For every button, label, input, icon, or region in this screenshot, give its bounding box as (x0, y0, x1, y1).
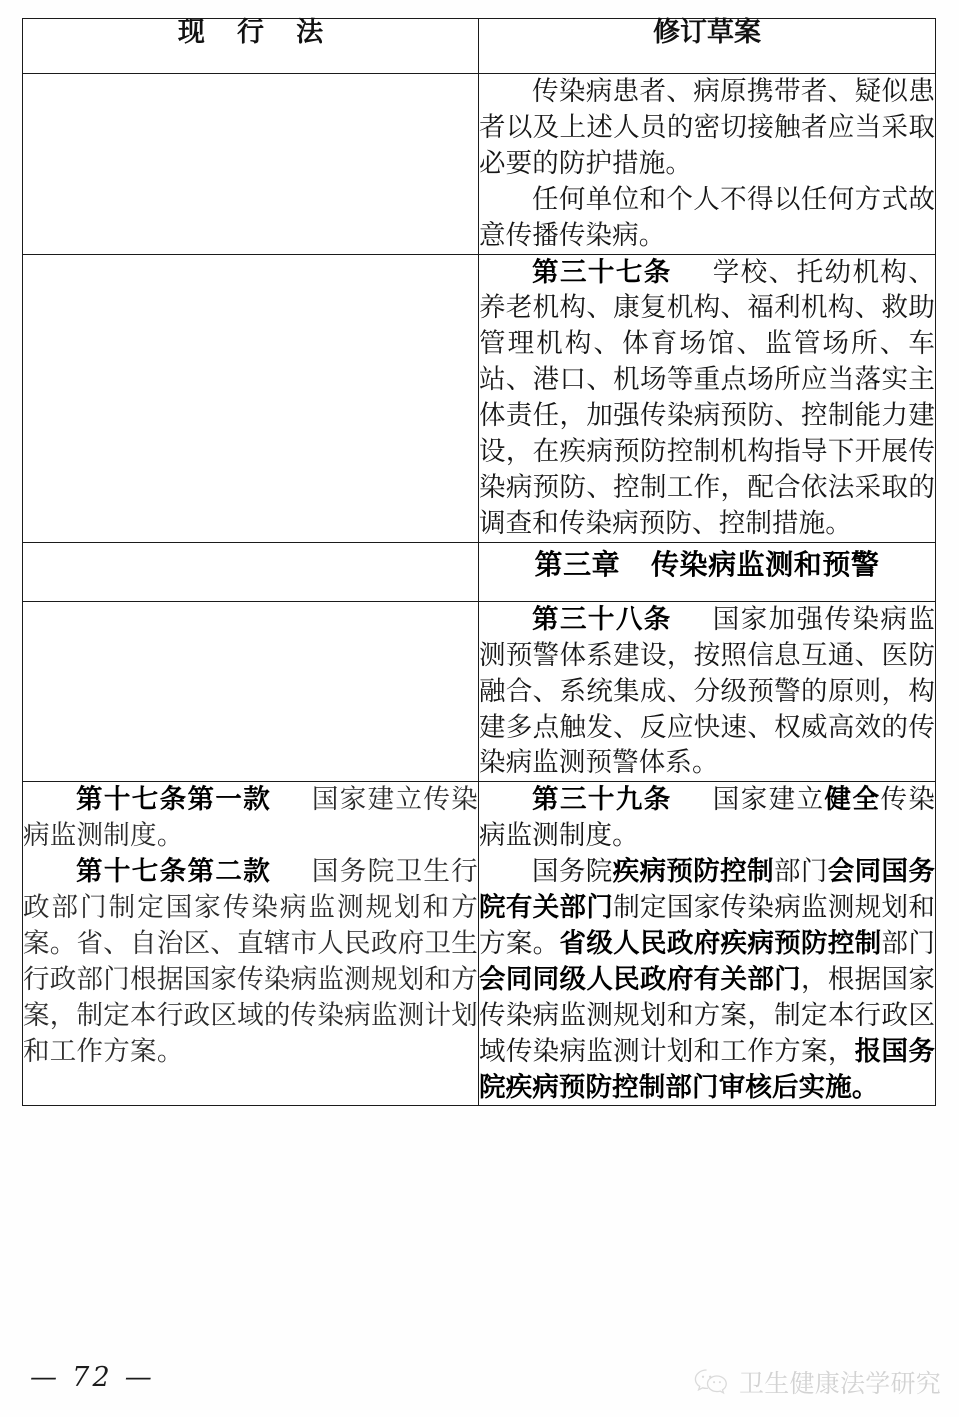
draft-paragraph: 任何单位和个人不得以任何方式故意传播传染病。 (479, 183, 935, 251)
article-label: 第三十七条 (532, 256, 672, 288)
cell-current-law-row2 (23, 254, 479, 542)
table-row (23, 782, 936, 1106)
wechat-watermark (693, 1364, 941, 1400)
cell-current-law-row4 (23, 601, 479, 782)
plain-text: 传染病监测制度。 (479, 784, 936, 852)
cell-current-law-row5 (23, 782, 479, 1106)
current-law-paragraph (23, 782, 478, 854)
draft-paragraph: 传染病患者、病原携带者、疑似患者以及上述人员的密切接触者应当采取必要的防护措施。 (479, 76, 935, 179)
emphasized-text: 会同国务院有关部门 (479, 856, 935, 924)
cell-draft-row1 (479, 74, 936, 255)
law-comparison-table (22, 18, 936, 1106)
cell-draft-row5 (479, 782, 936, 1106)
draft-article-paragraph (479, 782, 935, 854)
emphasized-text: 疾病预防控制 (720, 927, 882, 959)
chapter-title-text: 传染病监测和预警 (651, 547, 880, 581)
plain-text: 部门 (773, 856, 828, 888)
cell-draft-row2 (479, 254, 936, 542)
article-body: 国务院卫生行政部门制定国家传染病监测规划和方案。省、自治区、直辖市人民政府卫生行政部门根据国家传染病监测规划和方案，制定本行政区域的传染病监测计划和工作方案。 (23, 856, 479, 1067)
chapter-heading (535, 548, 880, 581)
table-row (23, 601, 936, 782)
draft-article-paragraph (479, 854, 935, 1105)
draft-article-paragraph (479, 255, 935, 542)
column-header-revised-draft (479, 19, 936, 74)
plain-text: ，根据国家传染病监测规划和方案，制定本行政区域传染病监测计划和工作方案， (479, 963, 935, 1067)
draft-article-paragraph (479, 602, 935, 782)
plain-text: 国家建立 (711, 784, 825, 816)
table-row (23, 254, 936, 542)
article-body: 国家加强传染病监测预警体系建设，按照信息互通、医防融合、系统集成、分级预警的原则，构建多点触发、反应快速、权威高效的传染病监测预警体系。 (479, 603, 935, 779)
article-body: 国家建立传染病监测制度。 (23, 784, 479, 852)
column-header-current-law-label: 现 行 法 (177, 17, 335, 48)
page-footer (0, 1358, 959, 1417)
emphasized-text: 健全 (824, 784, 881, 816)
current-law-paragraph (23, 854, 478, 1069)
plain-text: 制定国家传染病监测规划和方案。 (479, 892, 936, 959)
plain-text: 部门 (881, 927, 936, 959)
emphasized-text: 疾病预防控制 (612, 856, 774, 888)
emphasized-text: 省级人民政府 (559, 927, 721, 959)
emphasized-text: 报国务院疾病预防控制部门审核后实施。 (479, 1035, 935, 1103)
article-body-runs (479, 856, 935, 1102)
cell-draft-row4 (479, 601, 936, 782)
article-body: 学校、托幼机构、养老机构、康复机构、福利机构、救助管理机构、体育场馆、监管场所、车站、港口、机场等重点场所应当落实主体责任，加强传染病预防、控制能力建设，在疾病预防控制机构指导下开展传染病预防、控制工作，配合依法采取的调查和传染病预防、控制措施。 (479, 256, 935, 539)
table-row (23, 74, 936, 255)
table-header-row (23, 19, 936, 74)
cell-current-law-row1 (23, 74, 479, 255)
wechat-icon (693, 1367, 731, 1397)
page-number: — 72 — (30, 1362, 155, 1393)
article-label: 第十七条第二款 (76, 856, 272, 888)
article-label: 第十七条第一款 (76, 784, 272, 816)
column-header-current-law (23, 19, 479, 74)
column-header-revised-draft-label: 修订草案 (653, 17, 761, 48)
cell-draft-chapter-heading (479, 542, 936, 601)
cell-current-law-row3 (23, 542, 479, 601)
plain-text: 国务院 (532, 856, 613, 888)
article-label: 第三十九条 (532, 784, 672, 816)
chapter-number: 第三章 (534, 547, 621, 581)
table-row-chapter-heading (23, 542, 936, 601)
watermark-label: 卫生健康法学研究 (738, 1369, 941, 1398)
article-label: 第三十八条 (532, 603, 672, 635)
emphasized-text: 会同同级人民政府有关部门 (479, 963, 802, 995)
